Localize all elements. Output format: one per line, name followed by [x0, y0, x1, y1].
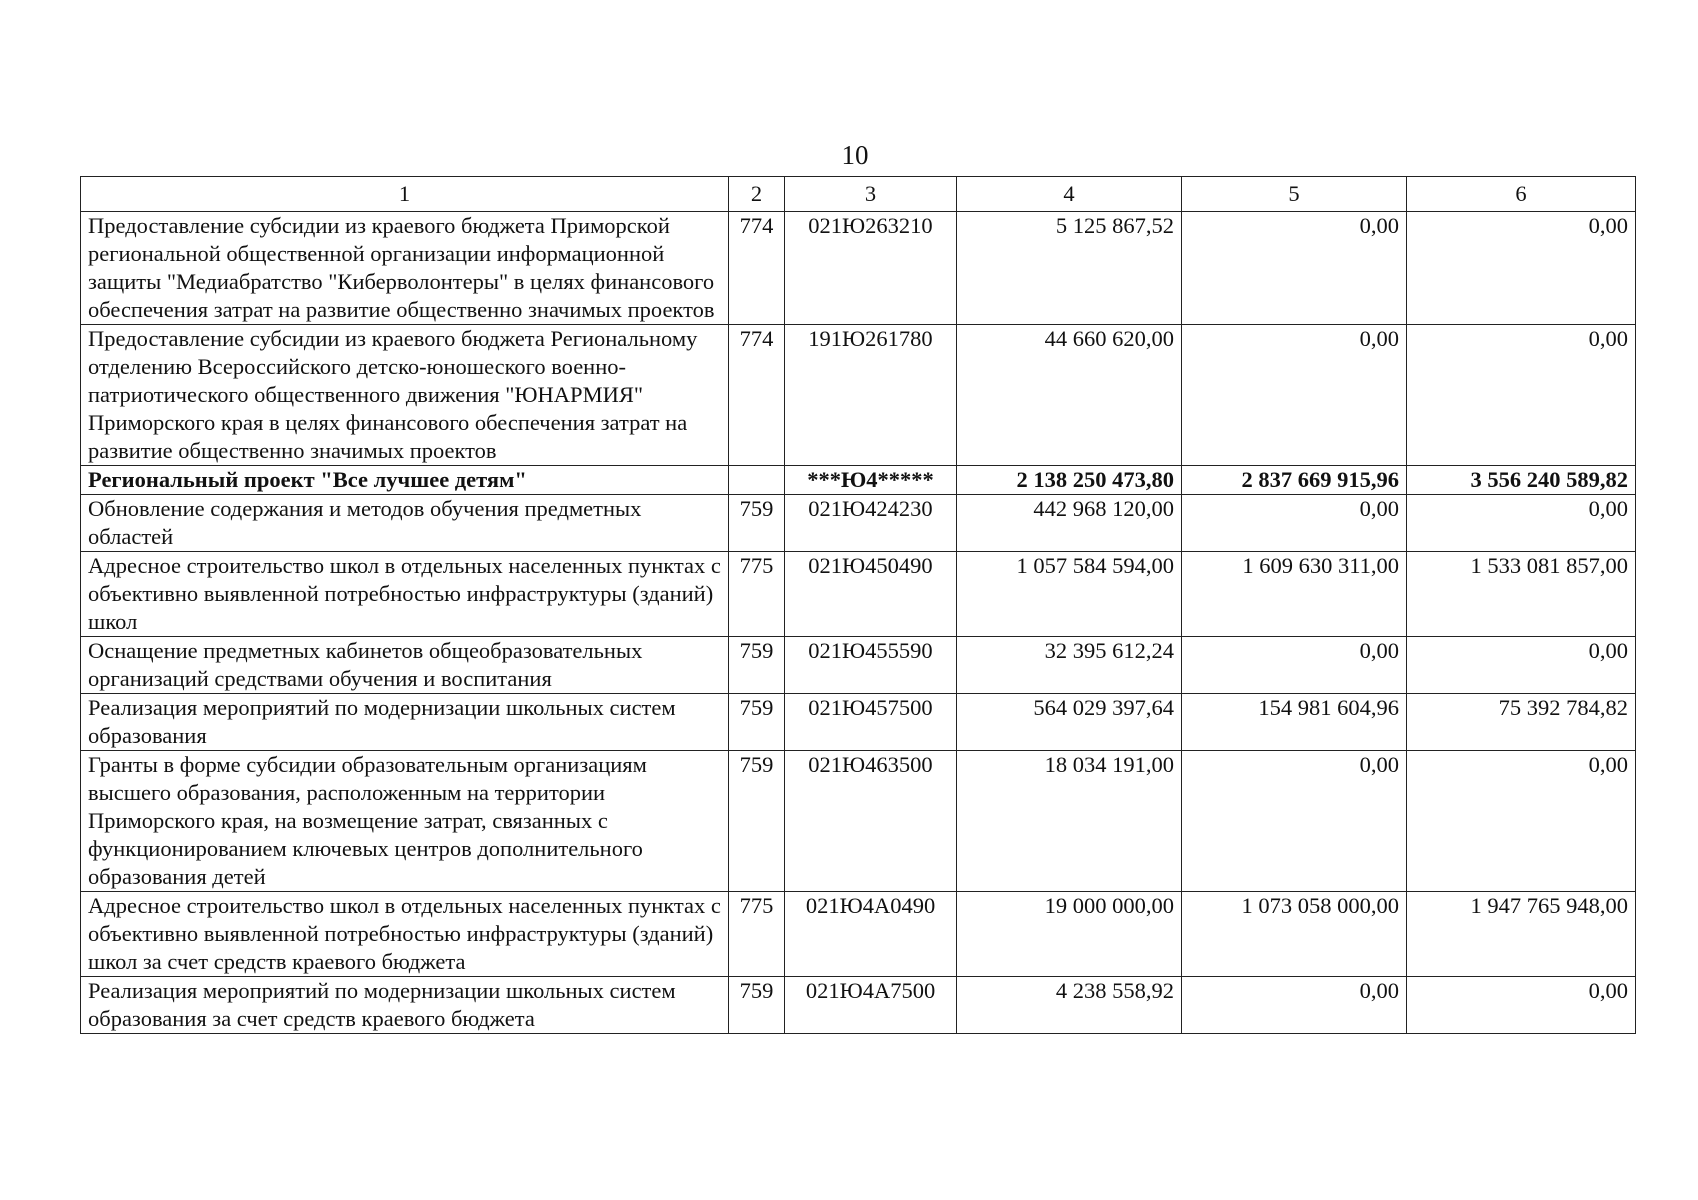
row-name: Реализация мероприятий по модернизации школьных систем образования за счет средств краевого бюджета	[81, 977, 729, 1034]
row-value-5: 0,00	[1182, 325, 1407, 466]
row-value-4: 564 029 397,64	[957, 694, 1182, 751]
table-body	[81, 212, 1636, 1034]
row-kbk: 021Ю4А0490	[785, 892, 957, 977]
row-value-6: 0,00	[1407, 977, 1636, 1034]
row-code: 775	[729, 552, 785, 637]
header-col-3: 3	[785, 177, 957, 212]
row-name: Предоставление субсидии из краевого бюджета Приморской региональной общественной организации информационной защиты "Медиабратство "Киберволонтеры" в целях финансового обеспечения затрат на развитие общественно значимых проектов	[81, 212, 729, 325]
row-code: 759	[729, 495, 785, 552]
row-code: 774	[729, 212, 785, 325]
row-value-5: 0,00	[1182, 977, 1407, 1034]
row-value-4: 18 034 191,00	[957, 751, 1182, 892]
row-value-6: 1 947 765 948,00	[1407, 892, 1636, 977]
table-row	[81, 751, 1636, 892]
page-number: 10	[841, 140, 869, 170]
row-code: 775	[729, 892, 785, 977]
row-value-5: 1 073 058 000,00	[1182, 892, 1407, 977]
row-name: Адресное строительство школ в отдельных населенных пунктах с объективно выявленной потребностью инфраструктуры (зданий) школ	[81, 552, 729, 637]
row-code	[729, 466, 785, 495]
row-value-6: 0,00	[1407, 212, 1636, 325]
header-col-1: 1	[81, 177, 729, 212]
header-col-5: 5	[1182, 177, 1407, 212]
row-code: 759	[729, 637, 785, 694]
row-name: Региональный проект "Все лучшее детям"	[81, 466, 729, 495]
header-col-6: 6	[1407, 177, 1636, 212]
row-code: 759	[729, 694, 785, 751]
table-row	[81, 495, 1636, 552]
row-name: Предоставление субсидии из краевого бюджета Региональному отделению Всероссийского детско-юношеского военно-патриотического общественного движения "ЮНАРМИЯ" Приморского края в целях финансового обеспечения затрат на развитие общественно значимых проектов	[81, 325, 729, 466]
row-value-6: 0,00	[1407, 637, 1636, 694]
row-name: Обновление содержания и методов обучения предметных областей	[81, 495, 729, 552]
row-value-5: 0,00	[1182, 495, 1407, 552]
row-value-4: 32 395 612,24	[957, 637, 1182, 694]
row-code: 759	[729, 977, 785, 1034]
row-value-5: 0,00	[1182, 212, 1407, 325]
row-kbk: 021Ю457500	[785, 694, 957, 751]
table-row	[81, 552, 1636, 637]
row-kbk: 021Ю4А7500	[785, 977, 957, 1034]
header-col-4: 4	[957, 177, 1182, 212]
row-kbk: 191Ю261780	[785, 325, 957, 466]
row-value-4: 1 057 584 594,00	[957, 552, 1182, 637]
budget-table	[80, 176, 1636, 1034]
table-row	[81, 694, 1636, 751]
row-kbk: 021Ю263210	[785, 212, 957, 325]
table-row	[81, 977, 1636, 1034]
row-kbk: 021Ю463500	[785, 751, 957, 892]
row-value-6: 75 392 784,82	[1407, 694, 1636, 751]
row-value-6: 0,00	[1407, 325, 1636, 466]
row-value-5: 2 837 669 915,96	[1182, 466, 1407, 495]
row-value-4: 44 660 620,00	[957, 325, 1182, 466]
row-kbk: 021Ю450490	[785, 552, 957, 637]
row-value-4: 4 238 558,92	[957, 977, 1182, 1034]
table-row	[81, 892, 1636, 977]
header-col-2: 2	[729, 177, 785, 212]
table-row	[81, 637, 1636, 694]
row-kbk: ***Ю4*****	[785, 466, 957, 495]
table-row	[81, 325, 1636, 466]
table-row	[81, 212, 1636, 325]
row-value-4: 2 138 250 473,80	[957, 466, 1182, 495]
row-name: Оснащение предметных кабинетов общеобразовательных организаций средствами обучения и воспитания	[81, 637, 729, 694]
header-row	[81, 177, 1636, 212]
row-name: Адресное строительство школ в отдельных населенных пунктах с объективно выявленной потребностью инфраструктуры (зданий) школ за счет средств краевого бюджета	[81, 892, 729, 977]
row-value-6: 0,00	[1407, 751, 1636, 892]
row-value-6: 1 533 081 857,00	[1407, 552, 1636, 637]
row-value-6: 0,00	[1407, 495, 1636, 552]
row-name: Реализация мероприятий по модернизации школьных систем образования	[81, 694, 729, 751]
row-value-4: 5 125 867,52	[957, 212, 1182, 325]
row-value-4: 442 968 120,00	[957, 495, 1182, 552]
row-code: 759	[729, 751, 785, 892]
row-value-4: 19 000 000,00	[957, 892, 1182, 977]
row-kbk: 021Ю455590	[785, 637, 957, 694]
table-row-subtotal	[81, 466, 1636, 495]
row-value-5: 0,00	[1182, 751, 1407, 892]
row-value-5: 0,00	[1182, 637, 1407, 694]
row-value-5: 154 981 604,96	[1182, 694, 1407, 751]
row-name: Гранты в форме субсидии образовательным организациям высшего образования, расположенным на территории Приморского края, на возмещение затрат, связанных с функционированием ключевых центров дополнительного образования детей	[81, 751, 729, 892]
row-value-6: 3 556 240 589,82	[1407, 466, 1636, 495]
row-kbk: 021Ю424230	[785, 495, 957, 552]
row-code: 774	[729, 325, 785, 466]
row-value-5: 1 609 630 311,00	[1182, 552, 1407, 637]
